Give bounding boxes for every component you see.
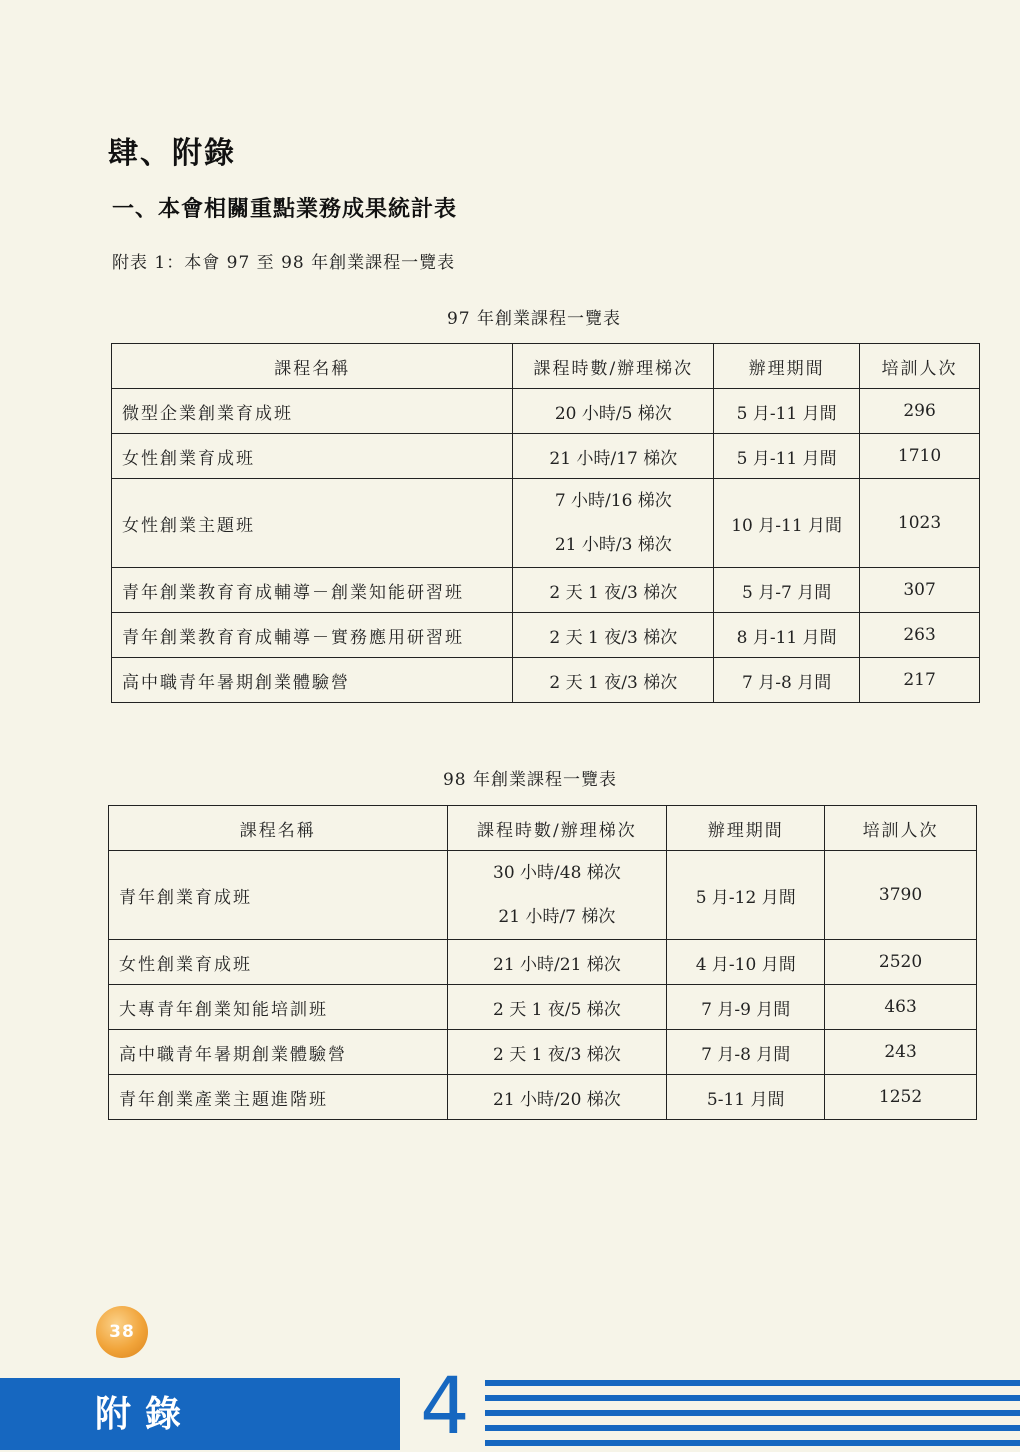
table-row (109, 940, 977, 985)
course-trainees: 1710 (860, 434, 980, 479)
course-period: 7 月-8 月間 (714, 658, 860, 703)
table-row (109, 1075, 977, 1120)
course-hours: 2 天 1 夜/5 梯次 (447, 985, 667, 1030)
course-period: 7 月-8 月間 (667, 1030, 825, 1075)
course-hours-line: 7 小時/16 梯次 (554, 491, 672, 511)
page-number-badge (96, 1306, 148, 1358)
course-name: 高中職青年暑期創業體驗營 (112, 658, 513, 703)
course-name: 青年創業教育育成輔導－實務應用研習班 (112, 613, 513, 658)
course-hours: 2 天 1 夜/3 梯次 (513, 568, 714, 613)
table-caption: 附表 1：本會 97 至 98 年創業課程一覽表 (112, 253, 456, 273)
footer-stripe (485, 1440, 1020, 1446)
col-header-trainees: 培訓人次 (825, 806, 977, 851)
course-hours: 20 小時/5 梯次 (513, 389, 714, 434)
col-header-hours: 課程時數/辦理梯次 (513, 344, 714, 389)
course-name: 大專青年創業知能培訓班 (109, 985, 448, 1030)
col-header-period: 辦理期間 (714, 344, 860, 389)
col-header-hours: 課程時數/辦理梯次 (447, 806, 667, 851)
section-subheading: 一、本會相關重點業務成果統計表 (112, 196, 458, 222)
course-period: 5 月-7 月間 (714, 568, 860, 613)
table-row (112, 658, 980, 703)
course-name: 青年創業產業主題進階班 (109, 1075, 448, 1120)
course-hours-line: 21 小時/7 梯次 (498, 907, 616, 927)
table-row (112, 434, 980, 479)
course-period: 8 月-11 月間 (714, 613, 860, 658)
course-trainees: 3790 (825, 851, 977, 940)
course-period: 4 月-10 月間 (667, 940, 825, 985)
course-name: 女性創業育成班 (112, 434, 513, 479)
course-name: 微型企業創業育成班 (112, 389, 513, 434)
course-hours-multi (513, 479, 714, 568)
course-period: 5 月-11 月間 (714, 434, 860, 479)
course-hours: 2 天 1 夜/3 梯次 (513, 613, 714, 658)
footer-section-label: 附錄 (95, 1393, 196, 1435)
course-trainees: 243 (825, 1030, 977, 1075)
col-header-period: 辦理期間 (667, 806, 825, 851)
course-trainees: 1252 (825, 1075, 977, 1120)
course-hours: 21 小時/21 梯次 (447, 940, 667, 985)
table-98 (108, 805, 977, 1120)
table-row (112, 389, 980, 434)
col-header-course: 課程名稱 (109, 806, 448, 851)
course-name: 青年創業育成班 (109, 851, 448, 940)
page-heading: 肆、附錄 (108, 136, 236, 171)
course-trainees: 307 (860, 568, 980, 613)
course-trainees: 2520 (825, 940, 977, 985)
table-row (109, 851, 977, 940)
table98-title: 98 年創業課程一覽表 (442, 770, 618, 790)
course-hours: 2 天 1 夜/3 梯次 (447, 1030, 667, 1075)
page-number: 38 (109, 1322, 135, 1342)
course-name: 女性創業育成班 (109, 940, 448, 985)
table-row (109, 985, 977, 1030)
course-name: 高中職青年暑期創業體驗營 (109, 1030, 448, 1075)
footer-stripe (485, 1395, 1020, 1401)
course-period: 10 月-11 月間 (714, 479, 860, 568)
course-trainees: 296 (860, 389, 980, 434)
course-period: 5-11 月間 (667, 1075, 825, 1120)
course-hours: 2 天 1 夜/3 梯次 (513, 658, 714, 703)
course-trainees: 463 (825, 985, 977, 1030)
course-period: 7 月-9 月間 (667, 985, 825, 1030)
course-hours-multi (447, 851, 667, 940)
course-hours: 21 小時/20 梯次 (447, 1075, 667, 1120)
course-hours-line: 30 小時/48 梯次 (493, 863, 621, 883)
course-hours-line: 21 小時/3 梯次 (554, 535, 672, 555)
course-name: 青年創業教育育成輔導－創業知能研習班 (112, 568, 513, 613)
table-row (109, 1030, 977, 1075)
course-trainees: 217 (860, 658, 980, 703)
table-97 (111, 343, 980, 703)
course-name: 女性創業主題班 (112, 479, 513, 568)
course-hours: 21 小時/17 梯次 (513, 434, 714, 479)
course-period: 5 月-11 月間 (714, 389, 860, 434)
table-row (112, 613, 980, 658)
course-trainees: 263 (860, 613, 980, 658)
footer-section-number: 4 (420, 1362, 470, 1452)
col-header-course: 課程名稱 (112, 344, 513, 389)
footer-stripe (485, 1410, 1020, 1416)
footer-stripe (485, 1380, 1020, 1386)
footer-stripe (485, 1425, 1020, 1431)
course-trainees: 1023 (860, 479, 980, 568)
course-period: 5 月-12 月間 (667, 851, 825, 940)
table-row (112, 479, 980, 568)
table-row (112, 568, 980, 613)
col-header-trainees: 培訓人次 (860, 344, 980, 389)
table97-title: 97 年創業課程一覽表 (446, 309, 622, 329)
footer-bar (0, 1378, 400, 1450)
